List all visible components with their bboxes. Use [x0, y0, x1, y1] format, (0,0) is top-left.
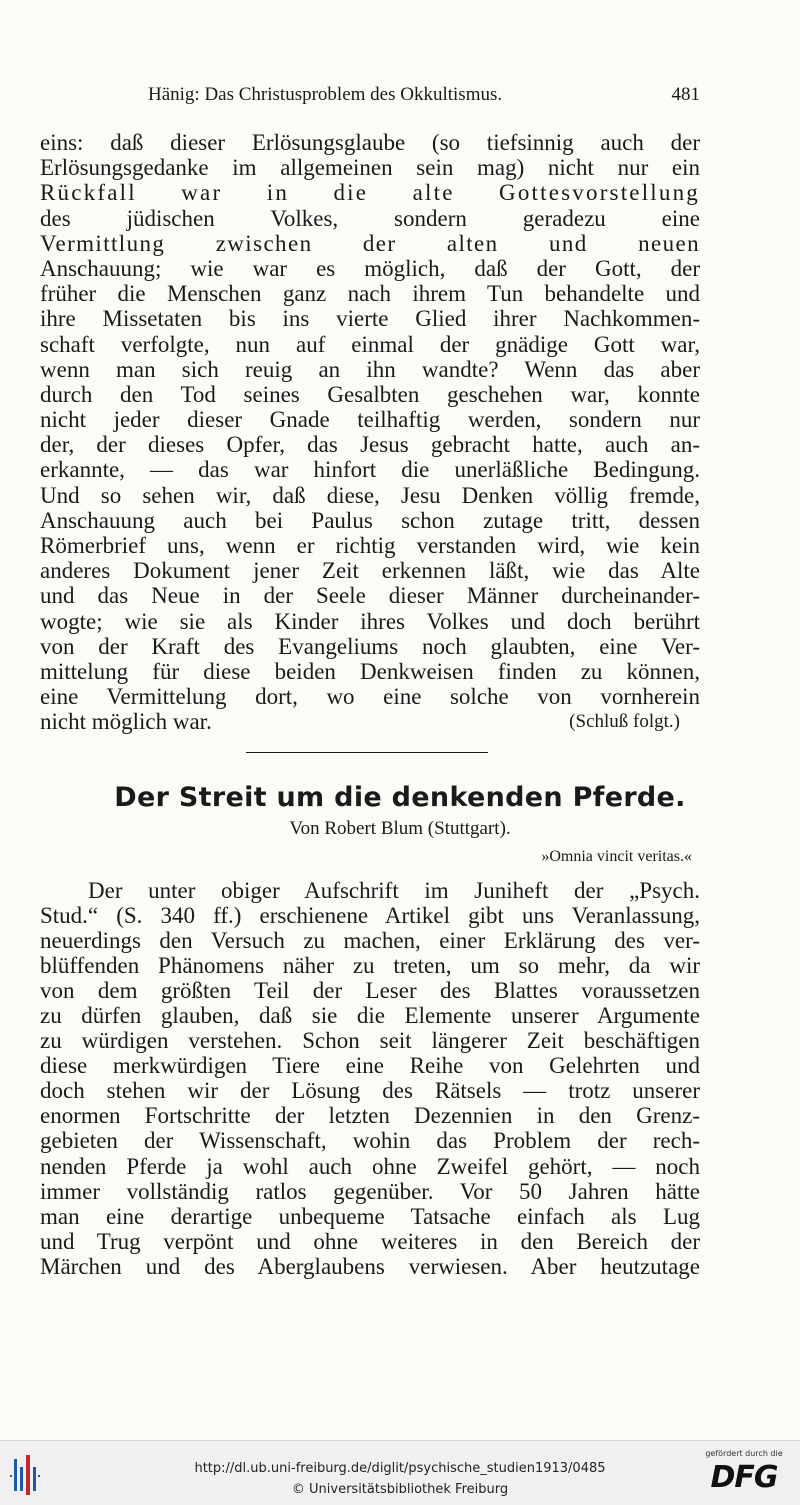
text-line: erkannte, — das war hinfort die unerläßliche Bedingung. — [40, 457, 700, 483]
text-line: Römerbrief uns, wenn er richtig verstanden wird, wie kein — [40, 533, 700, 558]
text-line: neuerdings den Versuch zu machen, einer Erklärung des ver- — [40, 928, 700, 954]
text-line: Vermittlung zwischen der alten und neuen — [40, 230, 700, 256]
text-line: eins: daß dieser Erlösungsglaube (so tiefsinnig auch der — [40, 130, 700, 155]
text-line: Der unter obiger Aufschrift im Juniheft der „Psych. — [88, 878, 700, 903]
text-line: nicht möglich war. — [40, 709, 212, 735]
text-line: zu würdigen verstehen. Schon seit längerer Zeit beschäftigen — [40, 1028, 700, 1054]
text-line: doch stehen wir der Lösung des Rätsels — trotz unserer — [40, 1078, 700, 1104]
text-line: der, der dieses Opfer, das Jesus gebracht hatte, auch an- — [40, 432, 700, 458]
running-title: Hänig: Das Christusproblem des Okkultismus. — [148, 84, 503, 105]
text-line: und das Neue in der Seele dieser Männer durcheinander- — [40, 583, 700, 609]
text-line: Anschauung auch bei Paulus schon zutage tritt, dessen — [40, 507, 700, 533]
article-author: Von Robert Blum (Stuttgart). — [289, 818, 511, 839]
text-line: mittelung für diese beiden Denkweisen finden zu können, — [40, 658, 700, 684]
permalink-url[interactable]: http://dl.ub.uni-freiburg.de/diglit/psychische_studien1913/0485 — [194, 1461, 606, 1476]
text-line: anderes Dokument jener Zeit erkennen läßt, wie das Alte — [40, 558, 700, 584]
text-line: eine Vermittelung dort, wo eine solche von vornherein — [40, 684, 700, 710]
section-divider — [246, 752, 488, 753]
body-text-continuation — [40, 130, 700, 735]
text-line: ihre Missetaten bis ins vierte Glied ihrer Nachkommen- — [40, 306, 700, 332]
dfg-logo[interactable]: DFG — [710, 1460, 778, 1495]
text-line: zu dürfen glauben, daß sie die Elemente unserer Argumente — [40, 1003, 700, 1029]
text-line: Und so sehen wir, daß diese, Jesu Denken völlig fremde, — [40, 482, 700, 508]
text-line: früher die Menschen ganz nach ihrem Tun behandelte und — [40, 281, 700, 307]
text-line: des jüdischen Volkes, sondern geradezu eine — [40, 205, 700, 231]
text-line: enormen Fortschritte der letzten Dezennien in den Grenz- — [40, 1103, 700, 1129]
text-line: nenden Pferde ja wohl auch ohne Zweifel gehört, — noch — [40, 1153, 700, 1179]
viewer-footer — [0, 1440, 800, 1505]
final-line-row — [40, 709, 700, 734]
text-line: Erlösungsgedanke im allgemeinen sein mag) nicht nur ein — [40, 155, 700, 181]
text-line: Stud.“ (S. 340 ff.) erschienene Artikel gibt uns Veranlassung, — [40, 903, 700, 929]
text-line: man eine derartige unbequeme Tatsache einfach als Lug — [40, 1203, 700, 1229]
page-number: 481 — [671, 84, 700, 105]
text-line: diese merkwürdigen Tiere eine Reihe von Gelehrten und — [40, 1053, 700, 1079]
copyright-notice: © Universitätsbibliothek Freiburg — [291, 1482, 509, 1497]
text-line: Anschauung; wie war es möglich, daß der Gott, der — [40, 255, 700, 281]
text-line: von der Kraft des Evangeliums noch glaubten, eine Ver- — [40, 633, 700, 659]
funding-note: gefördert durch die — [705, 1449, 783, 1458]
text-line: schaft verfolgte, nun auf einmal der gnädige Gott war, — [40, 331, 700, 357]
text-line: gebieten der Wissenschaft, wohin das Problem der rech- — [40, 1128, 700, 1154]
epigraph: »Omnia vincit veritas.« — [541, 848, 692, 865]
article-title: Der Streit um die denkenden Pferde. — [114, 782, 686, 813]
continued-note: (Schluß folgt.) — [569, 711, 680, 733]
running-header — [148, 84, 700, 114]
text-line: immer vollständig ratlos gegenüber. Vor 50 Jahren hätte — [40, 1178, 700, 1204]
text-line: von dem größten Teil der Leser des Blattes voraussetzen — [40, 978, 700, 1004]
text-line: wogte; wie sie als Kinder ihres Volkes und doch berührt — [40, 608, 700, 634]
text-line: wenn man sich reuig an ihn wandte? Wenn das aber — [40, 356, 700, 382]
text-line: und Trug verpönt und ohne weiteres in den Bereich der — [40, 1228, 700, 1254]
text-line: durch den Tod seines Gesalbten geschehen war, konnte — [40, 381, 700, 407]
text-line: blüffenden Phänomens näher zu treten, um so mehr, da wir — [40, 953, 700, 979]
text-line: nicht jeder dieser Gnade teilhaftig werden, sondern nur — [40, 407, 700, 433]
text-line: Rückfall war in die alte Gottesvorstellung — [40, 180, 700, 206]
article-body — [40, 878, 700, 1298]
text-line: Märchen und des Aberglaubens verwiesen. Aber heutzutage — [40, 1253, 700, 1279]
